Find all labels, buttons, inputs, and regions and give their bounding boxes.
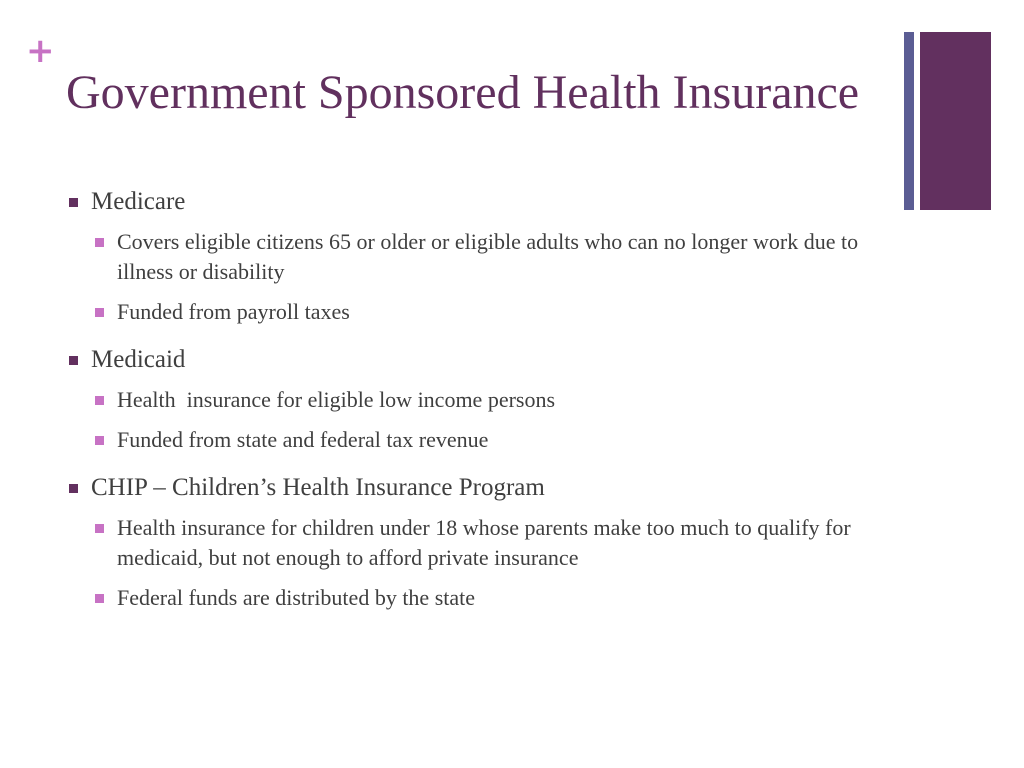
square-bullet-icon xyxy=(95,238,104,247)
bullet-level2 xyxy=(66,583,896,613)
section-heading: Medicaid xyxy=(91,346,186,373)
bullet-text: Funded from payroll taxes xyxy=(117,299,350,324)
bullet-level2 xyxy=(66,513,896,573)
bullet-text: Health insurance for eligible low income persons xyxy=(117,387,556,412)
bullet-level2 xyxy=(66,425,896,455)
square-bullet-icon xyxy=(95,524,104,533)
slide-title: Government Sponsored Health Insurance xyxy=(66,66,860,119)
slide-content xyxy=(66,186,896,613)
decorative-bar-thick xyxy=(920,32,991,210)
square-bullet-icon xyxy=(95,594,104,603)
square-bullet-icon xyxy=(69,484,78,493)
bullet-text: Health insurance for children under 18 whose parents make too much to qualify for medicaid, but not enough to afford private insurance xyxy=(117,515,851,570)
square-bullet-icon xyxy=(95,396,104,405)
section-medicaid xyxy=(66,344,896,455)
section-heading: Medicare xyxy=(91,188,186,215)
bullet-level1 xyxy=(66,344,896,376)
square-bullet-icon xyxy=(95,436,104,445)
section-chip xyxy=(66,472,896,613)
bullet-level2 xyxy=(66,227,896,287)
plus-icon: + xyxy=(26,31,55,71)
bullet-text: Funded from state and federal tax revenue xyxy=(117,427,489,452)
bullet-text: Federal funds are distributed by the state xyxy=(117,585,476,610)
decorative-bar-thin xyxy=(904,32,914,210)
section-heading: CHIP – Children’s Health Insurance Program xyxy=(91,474,545,501)
bullet-level1 xyxy=(66,186,896,218)
bullet-level2 xyxy=(66,385,896,415)
bullet-text: Covers eligible citizens 65 or older or eligible adults who can no longer work due to illness or disability xyxy=(117,229,859,284)
square-bullet-icon xyxy=(69,356,78,365)
bullet-level2 xyxy=(66,297,896,327)
bullet-level1 xyxy=(66,472,896,504)
square-bullet-icon xyxy=(95,308,104,317)
section-medicare xyxy=(66,186,896,327)
square-bullet-icon xyxy=(69,198,78,207)
